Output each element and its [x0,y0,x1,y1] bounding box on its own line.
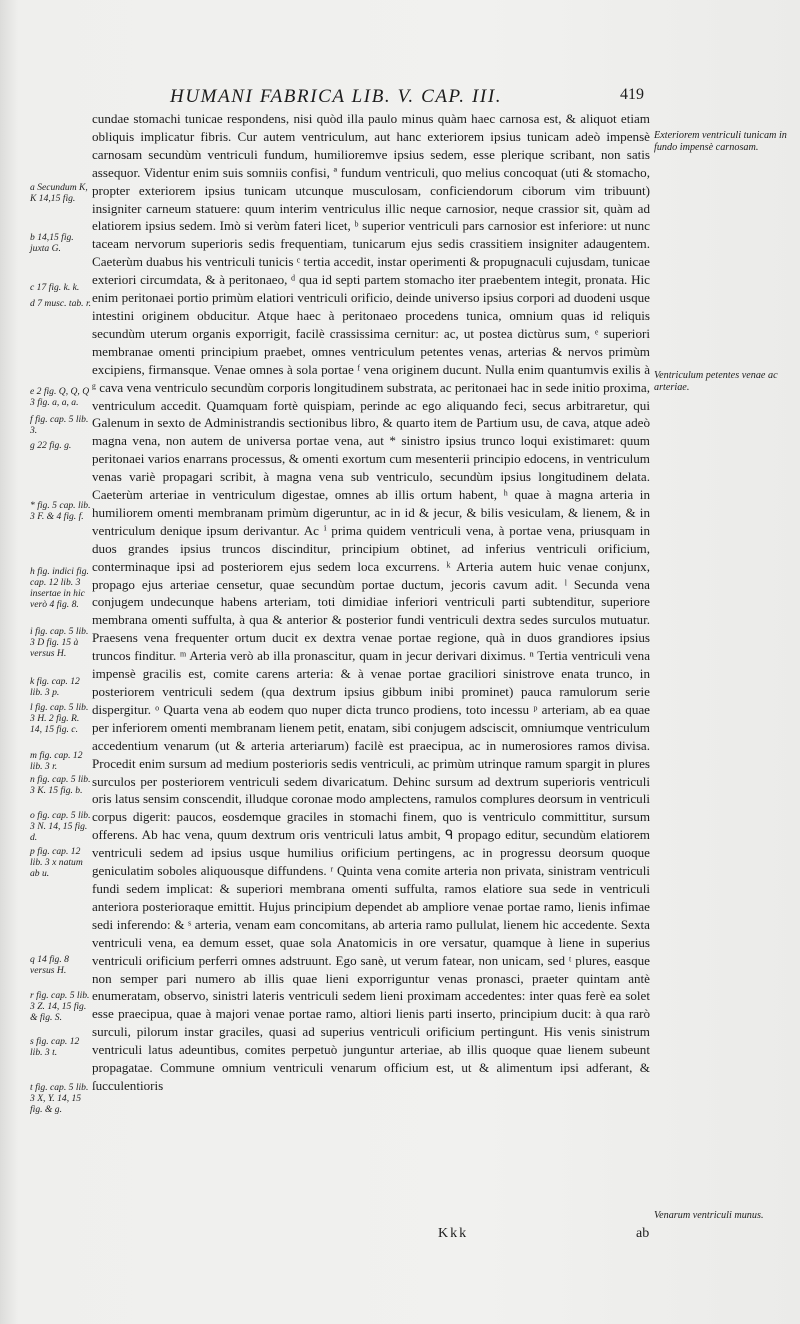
right-note-munus: Venarum ventriculi munus. [654,1210,764,1221]
left-note-c: c 17 fig. k. k. [30,282,80,293]
right-note-venae: Ventriculum petentes venae ac arteriae. [654,370,778,393]
left-note-s: s fig. cap. 12 lib. 3 t. [30,1036,80,1058]
left-note-d: d 7 musc. tab. r. [30,298,92,309]
left-note-e: e 2 fig. Q, Q, Q 3 fig. a, a, a. [30,386,90,408]
left-note-h: h fig. indici fig. cap. 12 lib. 3 insertae in hic verò 4 fig. 8. [30,566,89,610]
main-text-column [92,110,650,1095]
running-title: HUMANI FABRICA LIB. V. CAP. III. [170,86,503,107]
left-note-star: * fig. 5 cap. lib. 3 F. & 4 fig. f. [30,500,91,522]
catchword: ab [636,1226,650,1241]
signature-mark: Kkk [438,1226,469,1241]
left-note-b: b 14,15 fig. juxta G. [30,232,74,254]
left-note-o: o fig. cap. 5 lib. 3 N. 14, 15 fig. d. [30,810,91,843]
left-note-k: k fig. cap. 12 lib. 3 p. [30,676,80,698]
left-note-r: r fig. cap. 5 lib. 3 Z. 14, 15 fig. & fig. S. [30,990,90,1023]
left-note-g: g 22 fig. g. [30,440,72,451]
left-note-t: t fig. cap. 5 lib. 3 X, Y. 14, 15 fig. & g. [30,1082,89,1115]
left-note-n: n fig. cap. 5 lib. 3 K. 15 fig. b. [30,774,91,796]
left-note-a: a Secundum K, K 14,15 fig. [30,182,88,204]
page-number: 419 [620,86,644,103]
left-note-p: p fig. cap. 12 lib. 3 x natum ab u. [30,846,83,879]
right-note-tunica: Exteriorem ventriculi tunicam in fundo impensè carnosam. [654,130,787,153]
left-note-m: m fig. cap. 12 lib. 3 r. [30,750,83,772]
left-note-q: q 14 fig. 8 versus H. [30,954,69,976]
left-note-i: i fig. cap. 5 lib. 3 D fig. 15 à versus H. [30,626,89,659]
body-paragraph: cundae stomachi tunicae respondens, nisi quòd illa paulo minus quàm haec carnosa est, & aliquot etiam obliquis implicatur fibris. Cur autem ventriculum, aut hanc exteriorem ipsius tunicam adeò impensè carnosam secundùm ventriculi fundum, humilioremve ipsius sedem, esse plerique scribant, non satis assequor. Videntur enim suis somniis confisi, ª fundum ventriculi, quo melius concoquat (uti & stomacho, propter exteriorem ipsius tunicam utcunque musculosam, conficiendorum ciborum vim tribuunt) insigniter carneum statuere: quum interim ventriculus illic neque carnosior, neque crassior sit, quàm ad elatiorem ipsius sedem. Imò si verùm fateri licet, ᵇ superior ventriculi pars carnosior est inferiore: ut nunc taceam nervorum superioris sedis frequentiam, tunicarum ejus sedis crassitiem insigniter adaugentem. Caeterùm duabus his ventriculi tunicis ᶜ tertia accedit, instar operimenti & propugnaculi cujusdam, tunicae exteriori circumdata, & à peritonaeo, ᵈ qua id septi partem stomacho iter praebentem integit, pronata. Hic enim peritonaei portio primùm elatiori ventriculi orificio, deinde universo ipsius corpori ad duodeni usque intestini originem obducitur. Atque haec à peritonaeo procedens tunica, omnium quas id reliquis secundùm uterum organis exporrigit, facilè crassissima cernitur: ac, ut postea dictùrus sum, ᵉ superiori membranae omenti principium praebet, omnes ventriculum petentes venas, arterias & nervos primùm excipiens, firmansque. Venae omnes à sola portae ᶠ vena originem ducunt. Nulla enim quantumvis exilis à ᵍ cava vena ventriculo secundùm corporis longitudinem substrata, ac peritonaei hac in sede initio proxima, ventriculum accedit. Quamquam fortè quispiam, perinde ac ego aliquando feci, secus arbitraretur, qui Galenum in sexto de Administrandis sectionibus libro, & quarto item de Partium usu, de cava, atque adeò magna vena, non autem de universa portae vena, aut * sinistro ipsius trunco loqui existimaret: quum peritonaei varios enarrans processus, & omenti exortum cum mesenterii principio edocens, in ventriculum venas variè propagari scribit, à magna vena sub ventriculo, secundùm ipsius longitudinem delata. Caeterùm arteriae in ventriculum digestae, omnes ab illis ortum habent, ʰ quae à magna arteria in humiliorem omenti membranam primùm digeruntur, ac in id & jecur, & bilis vesiculam, & lienem, & in ventriculum denique ipsum derivantur. Ac ⁱ prima quidem ventriculi vena, à portae vena, priusquam in duos grandes ipsius truncos discinditur, principium obtinet, ad inferius ventriculi orificium, conterminaque ipsi ad posteriorem ejus sedem loca excurrens. ᵏ Arteria autem huic venae conjunx, propago ejus arteriae censetur, quae secundùm portae ductum, jecoris cavum adit. ˡ Secunda vena conjugem undecunque habens arteriam, toti dimidiae inferiori ventriculi parti subtenditur, superiore membrana omenti suffulta, à qua & anterior & posterior fundi ventriculi dextra sedes surculos mutuatur. Praesens vena frequenter ortum ducit ex dextra venae portae regione, quà in duos grandiores ipsius truncos finditur. ᵐ Arteria verò ab illa pronascitur, quam in jecur derivari diximus. ⁿ Tertia ventriculi vena impensè gracilis est, comite carens arteria: & à venae portae graciliori sinistrove enata trunco, in posteriorem ventriculi sedem (qua dextrum ipsius gibbum inibi prominet) pauca ramulorum serie dispergitur. ᵒ Quarta vena ab eodem quo nuper dicta trunco prodiens, toto incessu ᵖ arteriam, ab ea quae per inferiorem omenti membranam lienem petit, enatam, sibi conjugem adsciscit, omniumque ventriculum accedentium venarum (ut & arteria arteriarum) facilè est praecipua, ac in numerosiores ramos divisa. Procedit enim sursum ad medium posterioris sedis ventriculi, ac primùm utrinque ramum spargit in plures surculos per posteriorem ventriculi sedem divaricatum. Dehinc sursum ad dextrum superioris ventriculi oris latus sensim conscendit, illudque coronae modo amplectens, ramulos complures deorsum in ventriculi corpus digerit: paucos, eosdemque graciles in stomachi finem, quo is ventriculo committitur, sursum offerens. Ab hac vena, quum dextrum oris ventriculi latus ambit, ᑫ propago editur, secundùm elatiorem ventriculi sedem ad ipsius usque humilius orificium pertingens, ac in progressu deorsum quoque geniculatim soboles aliquousque diffundens. ʳ Quinta vena comite arteria non privata, sinistram ventriculi fundi sedem implicat: & superiori membrana omenti suffulta, ramos elatiore sua sede in ventriculi anteriora posterioraque emittit. Hujus principium dependet ab ampliore venae portae ramo, lienis infimae sedi inferendo: & ˢ arteria, venam eam concomitans, ab arteria ramo pullulat, lienem hic accedente. Sexta ventriculi vena, ea demum esset, quae sola Anatomicis in ore versatur, quamque à liene in superius ventriculi orificium perferri omnes adstruunt. Ego sanè, ut verum fatear, non unicam, sed ᵗ plures, easque non semper pari numero ab illis quae lieni exporriguntur venas pronasci, praeter quintam antè enumeratam, observo, sinistri lateris ventriculi sedem lieni proximam accedentes: inter quas ferè ea solet esse praecipua, quae à majori venae portae ramo, altiori lienis parti inserto, principium ducit: à qua rarò surculi, pilorum instar graciles, quasi ad superius ventriculi orificium pertingunt. His venis sinistrum ventriculi latus adeuntibus, comites perpetuò junguntur arteriae, ab illis quoque quae lienem subeunt propagatae. Commune omnium ventriculi venarum officium est, ut & alimentum ipsi adferant, & ſucculentioris [92,111,650,1093]
left-note-l: l fig. cap. 5 lib. 3 H. 2 fig. R. 14, 15 fig. c. [30,702,89,735]
left-note-f: f fig. cap. 5 lib. 3. [30,414,89,436]
